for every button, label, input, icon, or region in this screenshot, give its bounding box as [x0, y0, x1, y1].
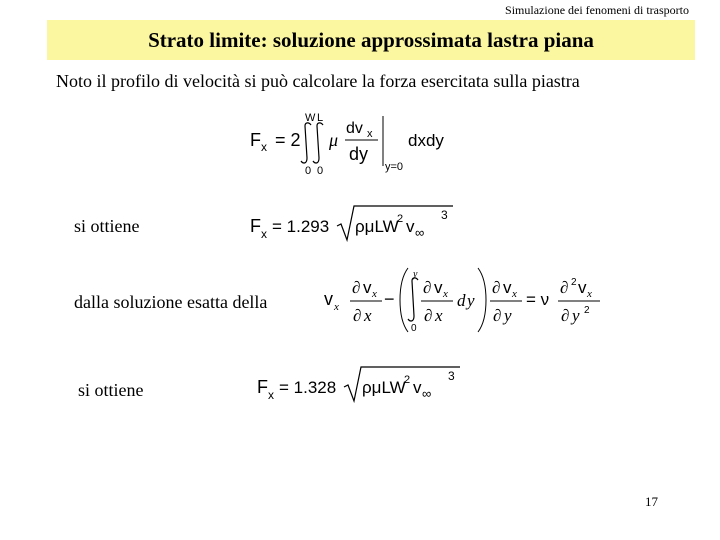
eq3-num-sub-3: x — [512, 288, 517, 300]
eq3-integral-sign — [408, 278, 418, 321]
integral-sign-2 — [313, 123, 323, 163]
eq1-num: dv — [346, 120, 363, 137]
eq3-partial-3: ∂ — [492, 278, 501, 297]
slide-title: Strato limite: soluzione approssimata lastra piana — [148, 27, 594, 52]
exact-result-equation — [252, 363, 467, 408]
eq4-v: v — [413, 378, 422, 397]
eq3-num-sub-4: x — [587, 288, 592, 300]
eq4-sq: 2 — [404, 374, 411, 386]
eq4-v-sub: ∞ — [422, 386, 432, 401]
eq3-partial-1: ∂ — [352, 278, 361, 297]
eq3-num-sq: 2 — [571, 277, 577, 288]
eq3-v-sub: x — [334, 301, 339, 313]
eq3-den-y-3: y — [504, 306, 512, 325]
eq3-equals-nu: = ν — [526, 290, 550, 309]
eq3-den-partial-1: ∂ — [353, 306, 362, 325]
eq3-num-v-1: v — [363, 278, 372, 297]
eq1-tail: dxdy — [408, 131, 444, 150]
eq1-upper-l: L — [317, 112, 324, 124]
intro-text: Noto il profilo di velocità si può calcolare la forza esercitata sulla piastra — [56, 71, 580, 91]
eq3-partial-2: ∂ — [423, 278, 432, 297]
eq2-radicand: ρμLW — [355, 217, 399, 236]
eq3-den-y-4: y — [572, 306, 580, 325]
page-number: 17 — [645, 494, 658, 509]
eq4-radicand: ρμLW — [362, 378, 406, 397]
header-note: Simulazione dei fenomeni di trasporto — [505, 3, 689, 17]
eq3-num-v-3: v — [503, 278, 512, 297]
title-bar — [47, 20, 695, 60]
eq3-den-sq: 2 — [584, 305, 590, 316]
eq2-lhs: F — [250, 216, 261, 236]
eq3-den-x-1: x — [364, 306, 372, 325]
eq3-left-paren — [400, 268, 408, 332]
eq3-num-v-2: v — [434, 278, 443, 297]
eq2-cube: 3 — [441, 208, 448, 222]
eq3-den-x-2: x — [435, 306, 443, 325]
eq4-cube: 3 — [448, 369, 455, 383]
eq3-den-partial-4: ∂ — [561, 306, 570, 325]
eq1-lhs-sub: x — [261, 140, 267, 154]
force-integral-equation — [245, 108, 465, 178]
eq3-dy-d: d — [457, 291, 466, 310]
eq1-eval-sub: y=0 — [385, 161, 404, 173]
eq3-num-sub-1: x — [372, 288, 377, 300]
eq1-equals: = 2 — [275, 130, 301, 150]
eq3-dy-y: y — [467, 291, 475, 310]
eq4-rhs: = 1.328 — [279, 378, 337, 397]
eq3-den-partial-2: ∂ — [424, 306, 433, 325]
eq4-lhs: F — [257, 377, 268, 397]
eq3-right-paren — [478, 268, 486, 332]
eq3-v: v — [324, 289, 333, 309]
integral-sign-1 — [301, 123, 311, 163]
eq4-lhs-sub: x — [268, 388, 274, 402]
eq3-den-partial-3: ∂ — [493, 306, 502, 325]
eq3-minus: − — [384, 289, 395, 309]
eq1-upper-w: W — [305, 112, 316, 124]
eq3-int-upper: y — [413, 269, 418, 280]
eq2-lhs-sub: x — [261, 227, 267, 241]
eq2-v-sub: ∞ — [415, 225, 425, 240]
eq3-num-v-4: v — [578, 278, 587, 297]
eq1-num-sub: x — [367, 128, 373, 140]
eq2-rhs: = 1.293 — [272, 217, 330, 236]
eq3-int-lower: 0 — [411, 323, 417, 334]
eq1-lower-0a: 0 — [305, 165, 312, 177]
eq1-den: dy — [349, 144, 369, 164]
exact-equation — [320, 264, 610, 339]
eq1-lhs: F — [250, 130, 261, 150]
eq3-partial-4: ∂ — [560, 278, 569, 297]
eq3-num-sub-2: x — [443, 288, 448, 300]
eq2-v: v — [406, 217, 415, 236]
label-si-ottiene-2: si ottiene — [78, 380, 144, 400]
label-soluzione-esatta: dalla soluzione esatta della — [74, 292, 268, 312]
label-si-ottiene-1: si ottiene — [74, 216, 140, 236]
eq1-lower-0b: 0 — [317, 165, 324, 177]
approx-result-equation — [245, 200, 460, 245]
eq1-mu: μ — [329, 130, 339, 150]
eq2-sq: 2 — [397, 213, 404, 225]
